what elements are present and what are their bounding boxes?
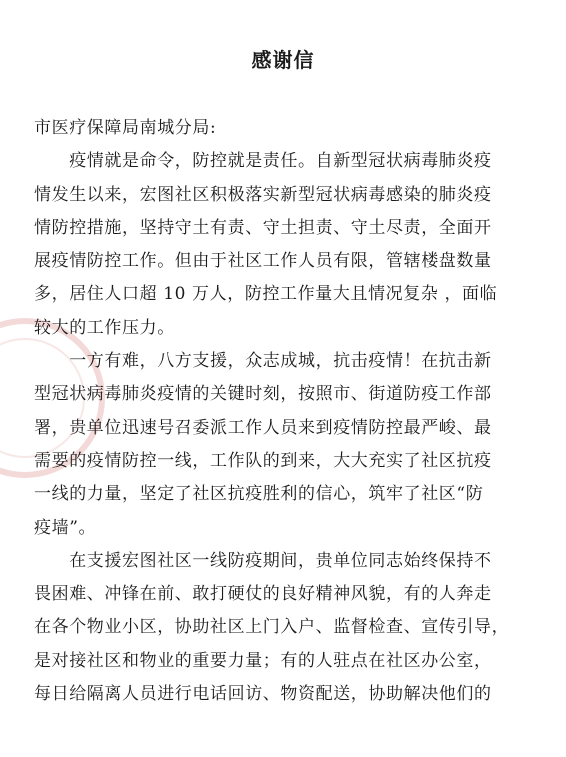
paragraph-line: 疫情就是命令，防控就是责任。自新型冠状病毒肺炎疫 (34, 151, 492, 172)
paragraph-line: 需要的疫情防控一线，工作队的到来，大大充实了社区抗疫 (34, 450, 492, 471)
paragraph-line: 署，贵单位迅速号召委派工作人员来到疫情防控最严峻、最 (34, 417, 492, 438)
paragraph-line: 一线的力量，坚定了社区抗疫胜利的信心，筑牢了社区“防 (34, 484, 484, 505)
paragraph-line: 每日给隔离人员进行电话回访、物资配送，协助解决他们的 (34, 684, 492, 705)
paragraph-line: 畏困难、冲锋在前、敢打硬仗的良好精神风貌，有的人奔走 (34, 584, 492, 605)
paragraph-line: 情防控措施，坚持守土有责、守土担责、守土尽责，全面开 (34, 217, 492, 238)
paragraph-line: 是对接社区和物业的重要力量；有的人驻点在社区办公室， (34, 650, 492, 671)
letter-title: 感谢信 (251, 48, 315, 72)
paragraph-line: 较大的工作压力。 (34, 317, 175, 338)
paragraph-line: 疫墙”。 (34, 517, 97, 538)
paragraph-line: 在各个物业小区，协助社区上门入户、监督检查、宣传引导， (34, 617, 510, 638)
paragraph-line: 展疫情防控工作。但由于社区工作人员有限，管辖楼盘数量 (34, 251, 492, 272)
paragraph-line: 多，居住人口超 10 万人，防控工作量大且情况复杂 ，面临 (34, 284, 498, 305)
paragraph-line: 一方有难，八方支援，众志成城，抗击疫情！在抗击新 (34, 351, 492, 372)
paragraph-line: 情发生以来，宏图社区积极落实新型冠状病毒感染的肺炎疫 (34, 184, 492, 205)
letter-salutation: 市医疗保障局南城分局: (34, 118, 217, 138)
paragraph-line: 型冠状病毒肺炎疫情的关键时刻，按照市、街道防疫工作部 (34, 384, 492, 405)
paragraph-line: 在支援宏图社区一线防疫期间，贵单位同志始终保持不 (34, 550, 492, 571)
letter-body (34, 112, 534, 711)
